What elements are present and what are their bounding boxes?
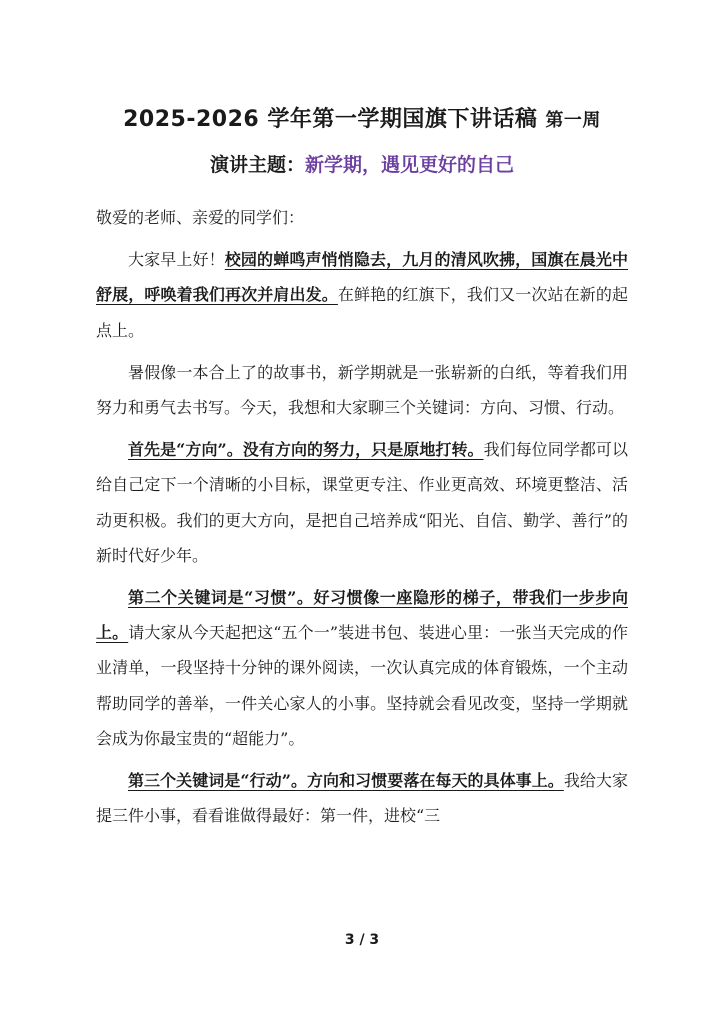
speech-body bbox=[96, 200, 628, 840]
speech-topic bbox=[0, 150, 724, 177]
paragraph-habit bbox=[96, 580, 628, 756]
underlined-sentence: 首先是“方向”。没有方向的努力，只是原地打转。 bbox=[128, 440, 484, 460]
paragraph-text: 我给大家提三件小事，看看谁做得最好：第一件，进校“三 bbox=[96, 771, 628, 826]
underlined-sentence: 第二个关键词是“习惯”。好习惯像一座隐形的梯子，带我们一步步向上。 bbox=[96, 588, 628, 643]
paragraph-intro: 暑假像一本合上了的故事书，新学期就是一张崭新的白纸，等着我们用努力和勇气去书写。今天，我想和大家聊三个关键词：方向、习惯、行动。 bbox=[96, 362, 628, 418]
paragraph-opening bbox=[96, 242, 628, 348]
paragraph-action bbox=[96, 763, 628, 833]
topic-label: 演讲主题： bbox=[209, 154, 305, 176]
paragraph-text: 在鲜艳的红旗下，我们又一次站在新的起点上。 bbox=[96, 285, 628, 340]
underlined-sentence: 校园的蝉鸣声悄悄隐去，九月的清风吹拂，国旗在晨光中舒展，呼唤着我们再次并肩出发。 bbox=[96, 250, 628, 305]
page-number: 3 / 3 bbox=[344, 932, 380, 948]
paragraph-text: 请大家从今天起把这“五个一”装进书包、装进心里：一张当天完成的作业清单，一段坚持十分钟的课外阅读，一次认真完成的体育锻炼，一个主动帮助同学的善举，一件关心家人的小事。坚持就会看见改变，坚持一学期就会成为你最宝贵的“超能力”。 bbox=[96, 623, 628, 748]
paragraph-lead: 大家早上好！ bbox=[128, 250, 225, 270]
topic-text: 新学期，遇见更好的自己 bbox=[305, 154, 515, 176]
document-title bbox=[0, 102, 724, 133]
underlined-sentence: 第三个关键词是“行动”。方向和习惯要落在每天的具体事上。 bbox=[128, 771, 564, 791]
paragraph-text: 我们每位同学都可以给自己定下一个清晰的小目标，课堂更专注、作业更高效、环境更整洁、活动更积极。我们的更大方向，是把自己培养成“阳光、自信、勤学、善行”的新时代好少年。 bbox=[96, 440, 628, 565]
paragraph-direction bbox=[96, 432, 628, 573]
greeting: 敬爱的老师、亲爱的同学们： bbox=[96, 208, 305, 227]
title-text: 2025-2026 学年第一学期国旗下讲话稿 bbox=[123, 107, 538, 132]
week-label: 第一周 bbox=[545, 110, 601, 131]
